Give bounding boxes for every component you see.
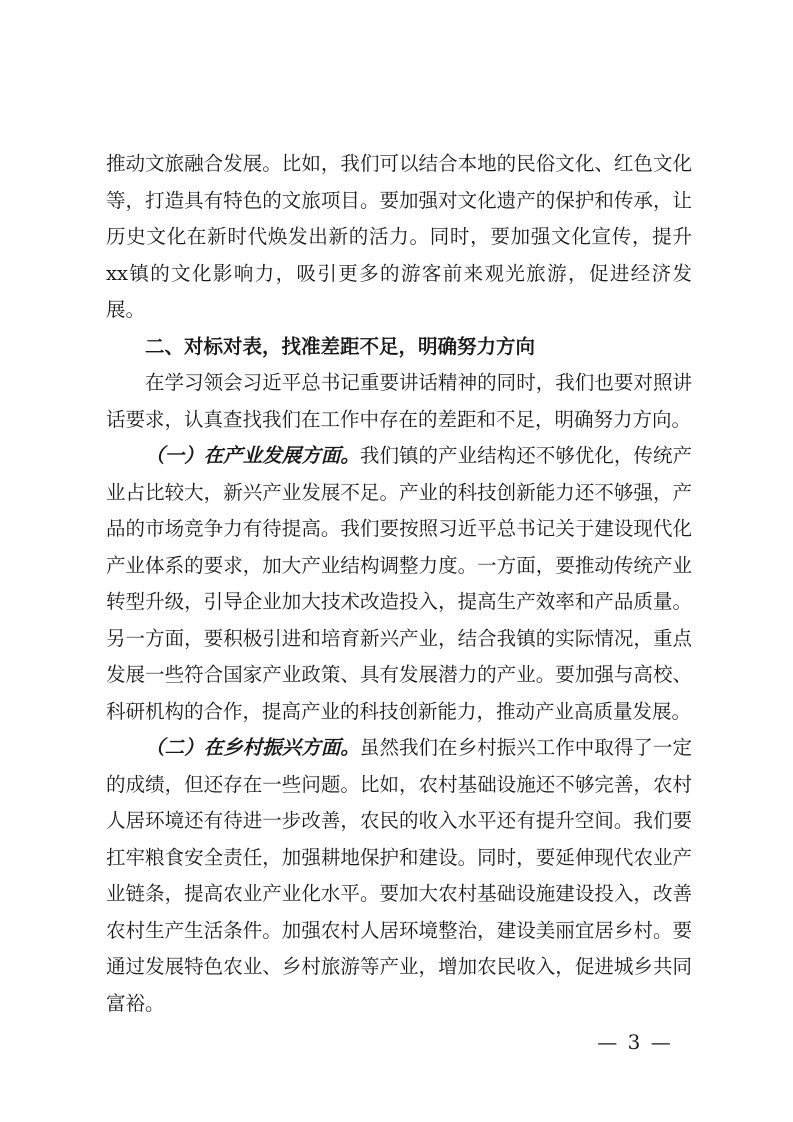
item-paragraph-industry bbox=[106, 438, 692, 730]
paragraph-continued: 推动文旅融合发展。比如，我们可以结合本地的民俗文化、红色文化等，打造具有特色的文旅项目。要加强对文化遗产的保护和传承，让历史文化在新时代焕发出新的活力。同时，要加强文化宣传，提升xx镇的文化影响力，吸引更多的游客前来观光旅游，促进经济发展。 bbox=[106, 152, 692, 321]
page-number: — 3 — bbox=[597, 1030, 673, 1054]
section-heading: 二、对标对表，找准差距不足，明确努力方向 bbox=[145, 334, 536, 358]
document-body bbox=[106, 146, 692, 1022]
item-paragraph-rural bbox=[106, 730, 692, 1022]
item-lead-industry: （一）在产业发展方面。 bbox=[145, 444, 360, 467]
item-body-industry: 我们镇的产业结构还不够优化，传统产业占比较大，新兴产业发展不足。产业的科技创新能力还不够强，产品的市场竞争力有待提高。我们要按照习近平总书记关于建设现代化产业体系的要求，加大产业结构调整力度。一方面，要推动传统产业转型升级，引导企业加大技术改造投入，提高生产效率和产品质量。另一方面，要积极引进和培育新兴产业，结合我镇的实际情况，重点发展一些符合国家产业政策、具有发展潜力的产业。要加强与高校、科研机构的合作，提高产业的科技创新能力，推动产业高质量发展。 bbox=[106, 444, 692, 723]
item-lead-rural: （二）在乡村振兴方面。 bbox=[145, 736, 360, 759]
section-intro-paragraph: 在学习领会习近平总书记重要讲话精神的同时，我们也要对照讲话要求，认真查找我们在工作中存在的差距和不足，明确努力方向。 bbox=[106, 371, 692, 431]
item-body-rural: 虽然我们在乡村振兴工作中取得了一定的成绩，但还存在一些问题。比如，农村基础设施还不够完善，农村人居环境还有待进一步改善，农民的收入水平还有提升空间。我们要扛牢粮食安全责任，加强耕地保护和建设。同时，要延伸现代农业产业链条，提高农业产业化水平。要加大农村基础设施建设投入，改善农村生产生活条件。加强农村人居环境整治，建设美丽宜居乡村。要通过发展特色农业、乡村旅游等产业，增加农民收入，促进城乡共同富裕。 bbox=[106, 736, 692, 1015]
